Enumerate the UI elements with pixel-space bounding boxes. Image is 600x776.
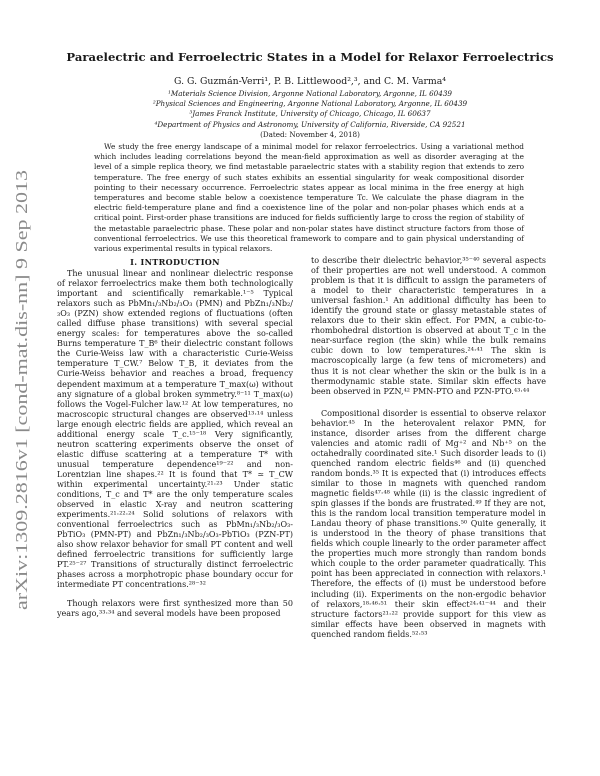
abstract-text: We study the free energy landscape of a minimal model for relaxor ferroelectrics. Using a variational method which includes leading correlations beyond the mean-field approximation as well as disorder averaging at the level of a simple replica theory, we find metastable paraelectric states with a stability region that extends to zero temperature. The free energy of such states exhibits an essential singularity for weak compositional disorder pointing to their necessary occurrence. Ferroelectric states appear as local minima in the free energy at high temperatures and become stable below a coexistence temperature Tc. We calculate the phase diagram in the electric field-temperature plane and find a coexistence line of the polar and non-polar phases which ends at a critical point. First-order phase transitions are induced for fields sufficiently large to cross the region of stability of the metastable paraelectric phase. These polar and non-polar states have distinct structure factors from those of conventional ferroelectrics. We use this theoretical framework to compare and to gain physical understanding of various experimental results in typical relaxors. [94, 142, 524, 254]
paper-title: Paraelectric and Ferroelectric States in a Model for Relaxor Ferroelectrics [66, 50, 554, 64]
affiliation-4: ⁴Department of Physics and Astronomy, University of California, Riverside, CA 92521 [154, 119, 466, 129]
affiliations [60, 89, 560, 140]
section-heading-introduction: I. INTRODUCTION [130, 257, 220, 267]
arxiv-stamp-graphic [8, 170, 34, 610]
left-column [57, 269, 293, 627]
arxiv-identifier-stamp [8, 170, 34, 610]
intro-paragraph-2-continued: to describe their dielectric behavior,³⁵⁻⁴⁰ several aspects of their properties are not well understood. A common problem is that it is difficult to assign the parameters of a model to their characteristic temperatures in a universal fashion.¹ An additional difficulty has been to identify the ground state or glassy metastable states of relaxors due to their skin effect. For PMN, a cubic-to-rhombohedral distortion is observed at about T_c in the near-surface region (the skin) while the bulk remains cubic down to low temperatures.²⁴·⁴¹ The skin is macroscopically large (a few tens of micrometers) and thus it is not clear whether the skin or the bulk is in a thermodynamic stable state. Similar skin effects have been observed in PZN,⁴² PMN-PTO and PZN-PTO.⁴³·⁴⁴ [311, 256, 546, 396]
intro-paragraph-3: Compositional disorder is essential to observe relaxor behavior.⁴⁵ In the heterovalent relaxor PMN, for instance, disorder arises from the different charge valencies and atomic radii of Mg⁺² and Nb⁺⁵ on the octahedrally coordinated site.¹ Such disorder leads to (i) quenched random electric fields⁴⁶ and (ii) quenched random bonds.³⁵ It is expected that (i) introduces effects similar to those in magnets with quenched random magnetic fields⁴⁷·⁴⁸ while (ii) is the classic ingredient of spin glasses if the bonds are frustrated.⁴⁹ If they are not, this is the random local transition temperature model in Landau theory of phase transitions.⁵⁰ Quite generally, it is understood in the theory of phase transitions that fields which couple linearly to the order parameter affect the properties much more strongly than random bonds which couple to the order parameter quadratically. This point has been appreciated in connection with relaxors.¹ Therefore, the effects of (i) must be understood before including (ii). Experiments on the non-ergodic behavior of relaxors,¹⁸·⁴⁶·⁵¹ their skin effect²⁴·⁴¹⁻⁴⁴ and their structure factors²¹·²² provide support for this view as similar effects have been observed in magnets with quenched random fields.⁵²·⁵³ [311, 408, 546, 639]
arxiv-stamp-text: arXiv:1309.2816v1 [cond-mat.dis-nn] 9 Sep 2013 [12, 270, 31, 610]
abstract [94, 142, 524, 254]
author-list: G. G. Guzmán-Verri¹, P. B. Littlewood²,³, and C. M. Varma⁴ [173, 76, 447, 87]
affiliation-3: ³James Franck Institute, University of Chicago, Chicago, IL 60637 [189, 109, 431, 119]
right-column [311, 256, 546, 648]
affiliation-2: ²Physical Sciences and Engineering, Argonne National Laboratory, Argonne, IL 60439 [152, 99, 468, 109]
intro-paragraph-1: The unusual linear and nonlinear dielectric response of relaxor ferroelectrics make them both technologically important and scientifically remarkable.¹⁻⁵ Typical relaxors such as PbMn₁/₃Nb₂/₃O₃ (PMN) and PbZn₁/₃Nb₂/₃O₃ (PZN) show extended regions of fluctuations (often called diffuse phase transitions) with several special energy scales: for temperatures above the so-called Burns temperature T_B⁶ their dielectric constant follows the Curie-Weiss law with a characteristic Curie-Weiss temperature T_CW.⁷ Below T_B, it deviates from the Curie-Weiss behavior and reaches a broad, frequency dependent maximum at a temperature T_max(ω) without any signature of a global broken symmetry.⁸⁻¹¹ T_max(ω) follows the Vogel-Fulcher law.¹² At low temperatures, no macroscopic structural changes are observed¹³·¹⁴ unless large enough electric fields are applied, which reveal an additional energy scale T_c.¹⁵⁻¹⁸ Very significantly, neutron scattering experiments observe the onset of elastic diffuse scattering at a temperature T* with unusual temperature dependence¹⁹⁻²² and non-Lorentzian line shapes.²² It is found that T* ≃ T_CW within experimental uncertainty.²¹·²³ Under static conditions, T_c and T* are the only temperature scales observed in elastic X-ray and neutron scattering experiments.²¹·²²·²⁴ Solid solutions of relaxors with conventional ferroelectrics such as PbMn₁/₃Nb₂/₃O₃-PbTiO₃ (PMN-PT) and PbZn₁/₃Nb₂/₃O₃-PbTiO₃ (PZN-PT) also show relaxor behavior for small PT content and well defined ferroelectric transitions for sufficiently large PT.²⁵⁻²⁷ Transitions of structurally distinct ferroelectric phases across a morphotropic phase boundary occur for intermediate PT concentrations.²⁸⁻³² [57, 269, 293, 590]
affiliation-1: ¹Materials Science Division, Argonne National Laboratory, Argonne, IL 60439 [168, 89, 452, 98]
intro-paragraph-2: Though relaxors were first synthesized more than 50 years ago,³³·³⁴ and several models have been proposed [57, 598, 293, 618]
dated-line: (Dated: November 4, 2018) [260, 129, 360, 139]
